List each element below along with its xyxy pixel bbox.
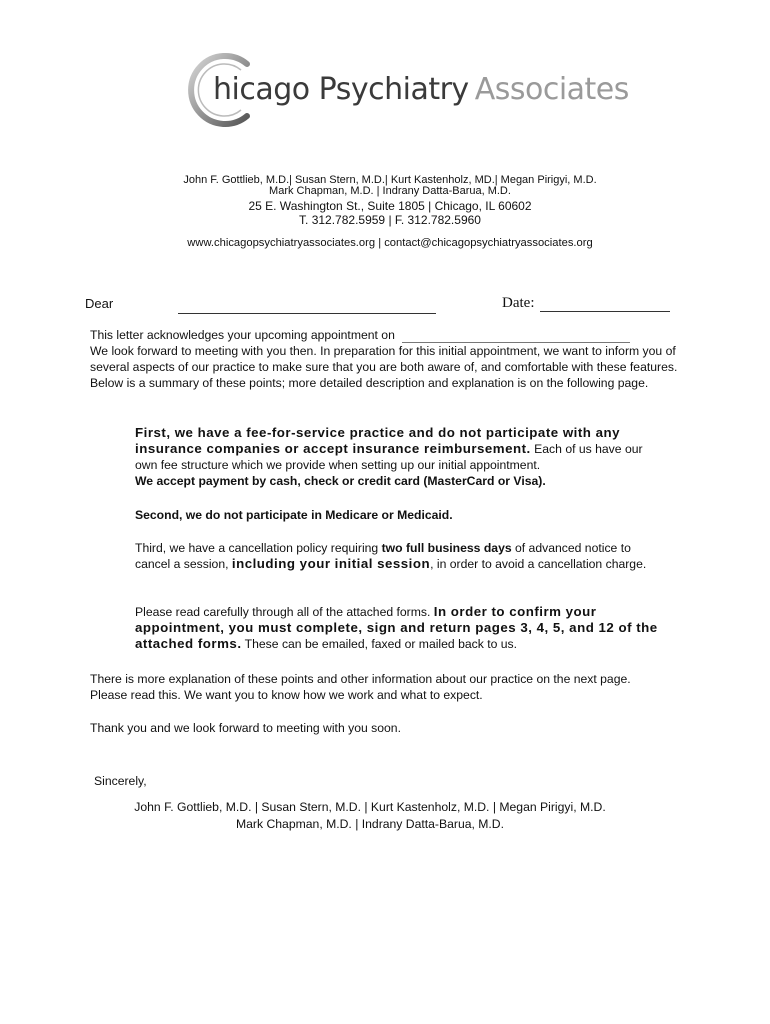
sincerely: Sincerely, (94, 774, 147, 788)
phone-line: T. 312.782.5959 | F. 312.782.5960 (299, 213, 481, 227)
point-medicare: Second, we do not participate in Medicare or Medicaid. (135, 508, 453, 522)
web-contact-line: www.chicagopsychiatryassociates.org | contact@chicagopsychiatryassociates.org (187, 237, 593, 249)
practice-logo (183, 50, 629, 130)
thank-you: Thank you and we look forward to meeting with you soon. (90, 721, 401, 735)
point-cancellation: Third, we have a cancellation policy requiring two full business days of advanced notice to cancel a session, including your initial session, in order to avoid a cancellation charge. (135, 541, 647, 571)
doctors-line-2: Mark Chapman, M.D. | Indrany Datta-Barua, M.D. (269, 185, 511, 197)
recipient-name-line (178, 298, 436, 314)
more-explanation: There is more explanation of these points and other information about our practice on the next page. Please read this. We want you to know how we work and what to expect. (90, 672, 631, 702)
address-line: 25 E. Washington St., Suite 1805 | Chicago, IL 60602 (248, 199, 532, 213)
appointment-date-line (402, 330, 630, 343)
signature-line-1: John F. Gottlieb, M.D. | Susan Stern, M.D. | Kurt Kastenholz, M.D. | Megan Pirigyi, M.D. (134, 800, 606, 814)
date-line (540, 296, 670, 312)
intro-paragraph (90, 327, 680, 391)
logo-wordmark: hicago Psychiatry Associates (213, 72, 629, 107)
appointment-text: This letter acknowledges your upcoming appointment on (90, 328, 395, 342)
point-fee-for-service: First, we have a fee-for-service practice and do not participate with any insurance companies or accept insurance reimbursement. Each of us have our own fee structure which we provide when setting up our initial appointment. We accept payment by cash, check or credit card (MasterCard or Visa). (135, 425, 643, 488)
date-label: Date: (502, 295, 535, 311)
point-forms: Please read carefully through all of the attached forms. In order to confirm your appointment, you must complete, sign and return pages 3, 4, 5, and 12 of the attached forms. These can be emailed, faxed or mailed back to us. (135, 604, 658, 651)
intro-text: We look forward to meeting with you then. In preparation for this initial appointment, we want to inform you of several aspects of our practice to make sure that you are both aware of, and comfortable with these features. Below is a summary of these points; more detailed description and explanation is on the following page. (90, 344, 678, 390)
dear-label: Dear (85, 296, 114, 311)
signature-line-2: Mark Chapman, M.D. | Indrany Datta-Barua, M.D. (236, 817, 504, 831)
doctors-line-1: John F. Gottlieb, M.D.| Susan Stern, M.D.| Kurt Kastenholz, MD.| Megan Pirigyi, M.D. (183, 174, 597, 186)
